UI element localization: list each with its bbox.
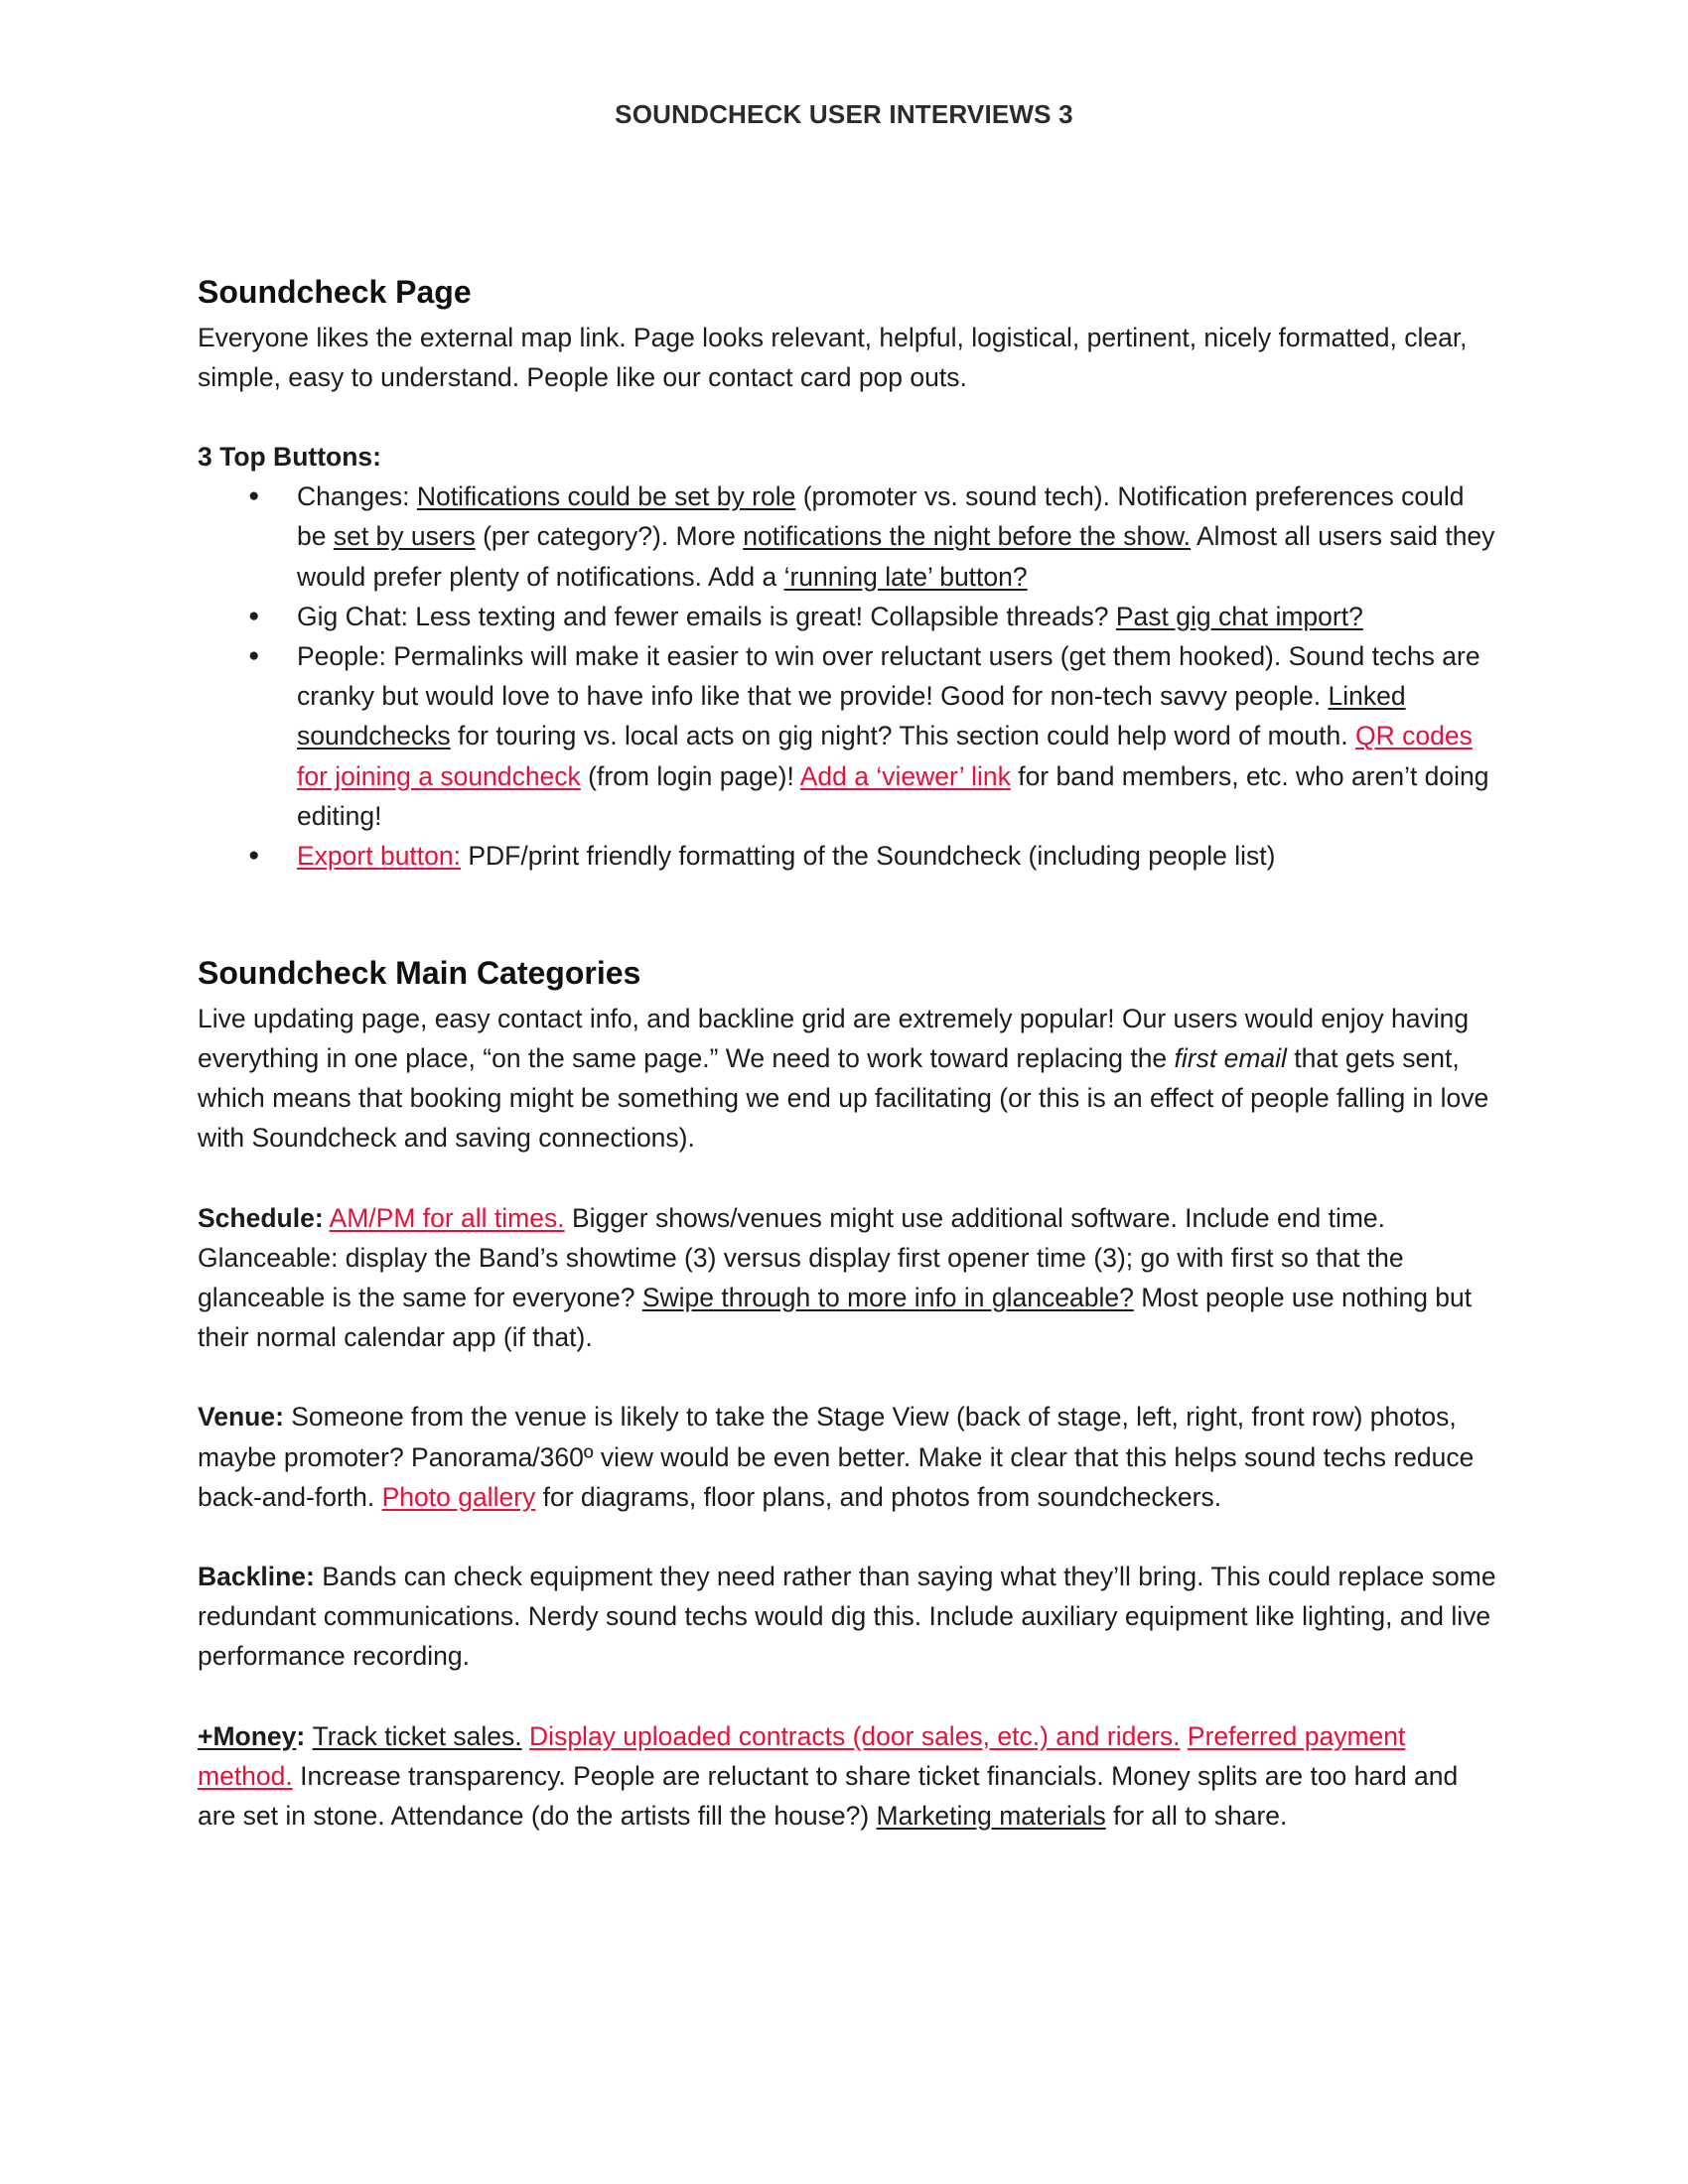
text-run: for band members, etc. who aren’t doing editing! — [297, 760, 1489, 831]
action-item-link: Photo gallery — [381, 1481, 536, 1512]
underlined-note: ‘running late’ button? — [783, 561, 1028, 592]
section-heading: Soundcheck Page — [198, 274, 472, 310]
text-run: Someone from the venue is likely to take the Stage View (back of stage, left, right, front row) photos, maybe promoter? Panorama/360º view would be even better. Make it clear that this helps sound techs reduce back-and-forth. — [198, 1402, 1475, 1512]
text-run: that gets sent, which means that booking might be something we end up facilitating (or this is an effect of people falling in love with Soundcheck and saving connections). — [198, 1043, 1489, 1154]
action-item-link: QR codes for joining a soundcheck — [297, 721, 1473, 791]
underlined-note: Notifications could be set by role — [416, 481, 796, 512]
document-title: SOUNDCHECK USER INTERVIEWS 3 — [615, 99, 1073, 129]
paragraph-money — [198, 1716, 1498, 1837]
text-run: People: Permalinks will make it easier to win over reluctant users (get them hooked). Sound techs are cranky but would love to have info like that we provide! Good for non-tech savvy people. — [297, 641, 1480, 712]
text-run: Increase transparency. People are reluctant to share ticket financials. Money splits are too hard and are set in stone. Attendance (do the artists fill the house?) — [198, 1760, 1459, 1832]
text-run — [1181, 1721, 1188, 1751]
section-soundcheck-page — [198, 272, 1498, 876]
action-item-link: Export button: — [297, 841, 461, 872]
text-run: Venue: — [198, 1402, 284, 1433]
text-run: for all to share. — [1105, 1801, 1288, 1832]
text-run: (from login page)! — [580, 760, 800, 791]
action-item-link: AM/PM for all times. — [329, 1202, 565, 1233]
text-run: : — [296, 1720, 313, 1751]
text-run: Almost all users said they would prefer plenty of notifications. Add a — [297, 521, 1495, 592]
section-intro: Everyone likes the external map link. Page looks relevant, helpful, logistical, pertinent, nicely formatted, clear, simple, easy to understand. People like our contact card pop outs. — [198, 322, 1468, 392]
underlined-note: notifications the night before the show. — [743, 521, 1192, 552]
text-run: Backline: — [198, 1562, 315, 1592]
text-run: first email — [1174, 1043, 1287, 1074]
action-item-link: Preferred payment method. — [198, 1720, 1406, 1791]
underlined-note: set by users — [333, 521, 476, 552]
top-buttons-list — [198, 477, 1498, 876]
text-run: Bigger shows/venues might use additional software. Include end time. Glanceable: display the Band’s showtime (3) versus display first opener time (3); go with first so that the glanceable is the same for everyone? — [198, 1202, 1404, 1313]
text-run: (per category?). More — [475, 521, 744, 552]
text-run — [522, 1721, 529, 1751]
paragraph-venue — [198, 1397, 1498, 1517]
section-main-categories — [198, 953, 1498, 1836]
text-run: (promoter vs. sound tech). Notification preferences could be — [297, 481, 1465, 552]
paragraph-backline — [198, 1557, 1498, 1677]
underlined-note: Linked soundchecks — [297, 681, 1406, 751]
bullet-gig-chat — [198, 597, 1498, 636]
bullet-people — [198, 636, 1498, 836]
text-run: PDF/print friendly formatting of the Soundcheck (including people list) — [461, 841, 1276, 872]
document-body — [198, 272, 1498, 1836]
text-run: Most people use nothing but their normal calendar app (if that). — [198, 1283, 1473, 1353]
underlined-note: Marketing materials — [876, 1801, 1106, 1832]
paragraph-schedule — [198, 1198, 1498, 1358]
text-run: for touring vs. local acts on gig night? This section could help word of mouth. — [450, 721, 1356, 751]
action-item-link: Display uploaded contracts (door sales, etc.) and riders. — [529, 1720, 1181, 1751]
underlined-note: Track ticket sales. — [312, 1720, 522, 1751]
underlined-note: Swipe through to more info in glanceable? — [641, 1283, 1134, 1313]
bullet-changes — [198, 477, 1498, 597]
bullet-export — [198, 836, 1498, 876]
action-item-link: Add a ‘viewer’ link — [799, 760, 1011, 791]
top-buttons-heading: 3 Top Buttons: — [198, 442, 381, 472]
text-run: Gig Chat: Less texting and fewer emails is great! Collapsible threads? — [297, 601, 1116, 631]
text-run: Schedule: — [198, 1202, 324, 1233]
text-run: for diagrams, floor plans, and photos from soundcheckers. — [535, 1481, 1222, 1512]
text-run: +Money — [198, 1720, 297, 1751]
text-run: Live updating page, easy contact info, and backline grid are extremely popular! Our users would enjoy having everything in one place, “on the same page.” We need to work toward replacing the — [198, 1003, 1470, 1074]
text-run: Changes: — [297, 481, 417, 512]
underlined-note: Past gig chat import? — [1115, 601, 1363, 631]
section-heading: Soundcheck Main Categories — [198, 955, 641, 992]
text-run: Bands can check equipment they need rather than saying what they’ll bring. This could replace some redundant communications. Nerdy sound techs would dig this. Include auxiliary equipment like lighting, and live performance recording. — [198, 1562, 1496, 1672]
section-intro — [198, 999, 1498, 1159]
